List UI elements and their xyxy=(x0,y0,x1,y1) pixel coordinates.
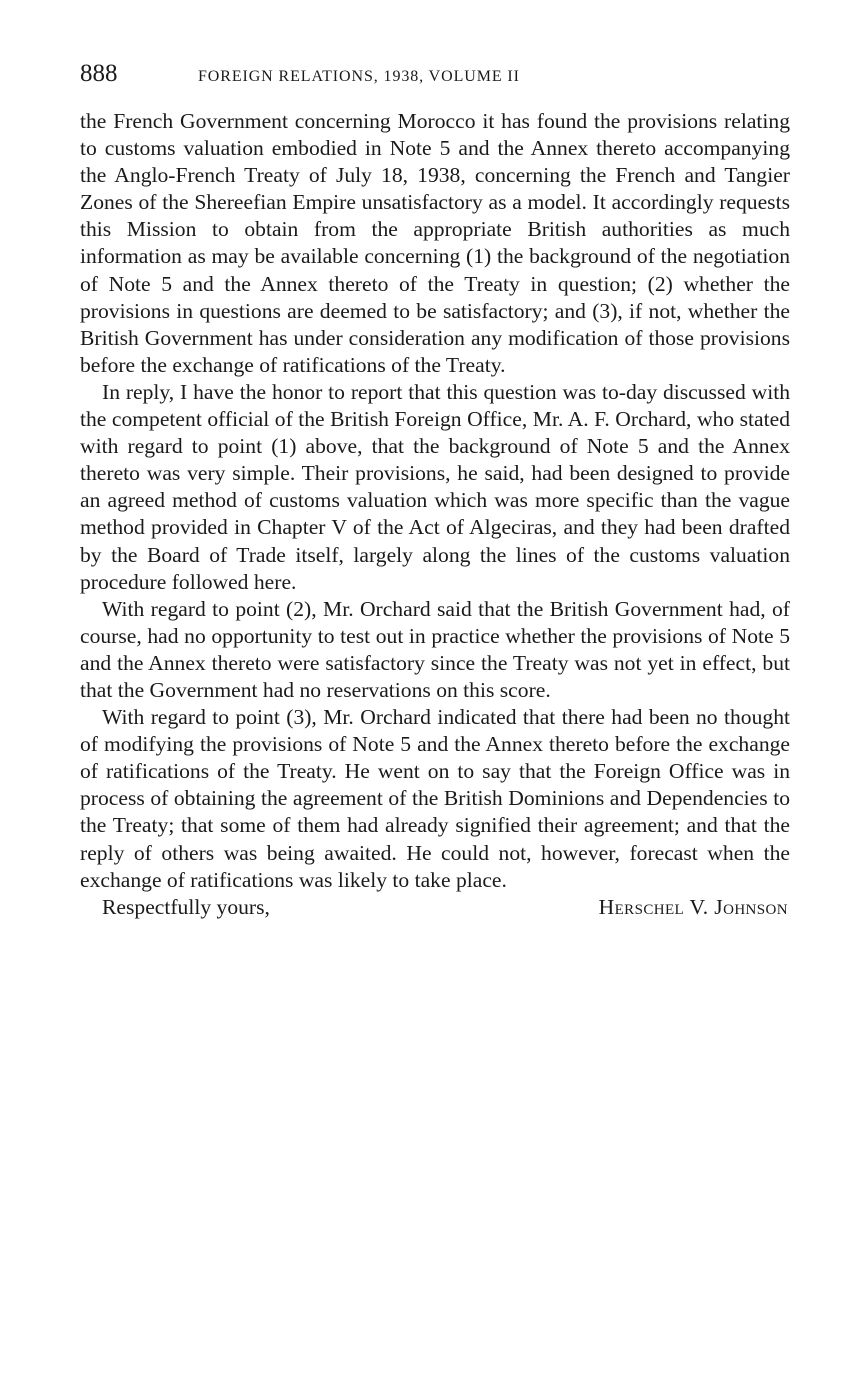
paragraph-continuation: the French Government concerning Morocco it has found the provisions relating to customs valuation embodied in Note 5 and the Annex thereto accompanying the Anglo-French Treaty of July 18, 1938, concerning the French and Tangier Zones of the Shereefian Empire unsatisfactory as a model. It accordingly requests this Mission to obtain from the appropriate British authorities as much information as may be available concerning (1) the background of the negotiation of Note 5 and the Annex thereto of the Treaty in question; (2) whether the provisions in questions are deemed to be satisfactory; and (3), if not, whether the British Government has under consideration any modification of those provisions before the exchange of ratifications of the Treaty. xyxy=(80,109,790,377)
running-header xyxy=(80,60,790,94)
running-title: FOREIGN RELATIONS, 1938, VOLUME II xyxy=(198,68,520,85)
letter-body xyxy=(80,108,790,894)
page-number: 888 xyxy=(80,60,118,87)
letter-closing xyxy=(80,894,790,921)
paragraph-point-1-reply: In reply, I have the honor to report that this question was to-day discussed with the competent official of the British Foreign Office, Mr. A. F. Orchard, who stated with regard to point (1) above, that the background of Note 5 and the Annex thereto was very simple. Their provisions, he said, had been designed to provide an agreed method of customs valuation which was more specific than the vague method provided in Chapter V of the Act of Algeciras, and they had been drafted by the Board of Trade itself, largely along the lines of the customs valuation procedure followed here. xyxy=(80,379,790,594)
signature: Herschel V. Johnson xyxy=(598,894,788,919)
complimentary-close: Respectfully yours, xyxy=(102,894,270,919)
document-page xyxy=(80,60,790,921)
paragraph-point-2: With regard to point (2), Mr. Orchard said that the British Government had, of course, had no opportunity to test out in practice whether the provisions of Note 5 and the Annex thereto were satisfactory since the Treaty was not yet in effect, but that the Government had no reservations on this score. xyxy=(80,596,790,702)
paragraph-point-3: With regard to point (3), Mr. Orchard indicated that there had been no thought of modifying the provisions of Note 5 and the Annex thereto before the exchange of ratifications of the Treaty. He went on to say that the Foreign Office was in process of obtaining the agreement of the British Dominions and Dependencies to the Treaty; that some of them had already signified their agreement; and that the reply of others was being awaited. He could not, however, forecast when the exchange of ratifications was likely to take place. xyxy=(80,705,790,892)
